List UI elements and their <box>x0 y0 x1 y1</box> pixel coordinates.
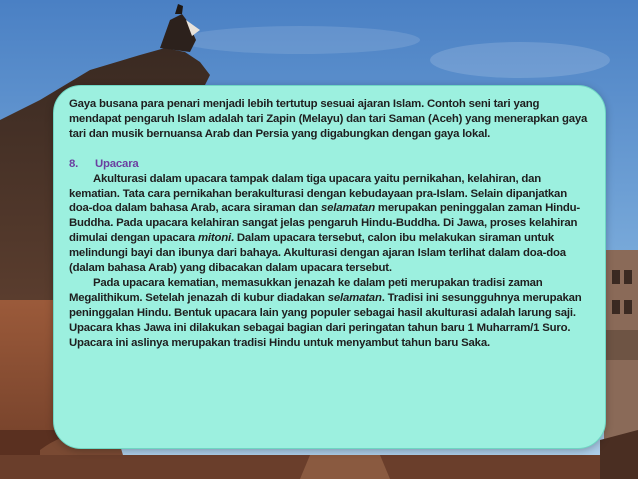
section-number: 8. <box>69 157 79 170</box>
paragraph-ceremony <box>69 172 591 276</box>
spacer <box>69 142 591 157</box>
term-selamatan: selamatan <box>321 202 375 215</box>
paragraph-death-ceremony <box>69 276 591 351</box>
term-selamatan-2: selamatan <box>327 291 382 304</box>
content-panel <box>53 85 606 449</box>
paragraph-dance: Gaya busana para penari menjadi lebih tertutup sesuai ajaran Islam. Contoh seni tari yang mendapat pengaruh Islam adalah tari Zapin (Melayu) dan tari Saman (Aceh) yang menerapkan gaya tari dan musik bernuansa Arab dan Persia yang digabungkan dengan gaya lokal. <box>69 98 588 140</box>
paragraph-ceremony-part2: merupakan peninggalan zaman Hindu-Buddha. Pada upacara kelahiran sangat jelas pengaruh Hindu-Buddha. Di Jawa, proses kelahiran dimulai dengan upacara <box>69 202 580 245</box>
term-mitoni: mitoni <box>197 232 231 245</box>
paragraph-ceremony-part1: Akulturasi dalam upacara tampak dalam tiga upacara yaitu pernikahan, kelahiran, dan kematian. Tata cara pernikahan berakulturasi dengan kebudayaan pra-Islam. Selain dipanjatkan doa-doa dalam bahasa Arab, acara siraman dan <box>69 172 567 215</box>
paragraph-ceremony-part3: . Dalam upacara tersebut, calon ibu melakukan siraman untuk melindungi bayi dan ibunya dari bahaya. Akulturasi dengan ajaran Islam terlihat dalam doa-doa (dalam bahasa Arab) yang dibacakan dalam upacara tersebut. <box>69 232 566 275</box>
section-heading <box>69 157 591 172</box>
section-title: Upacara <box>95 157 139 170</box>
paragraph-death-part2: . Tradisi ini sesungguhnya merupakan peninggalan Hindu. Bentuk upacara lain yang populer sebagai hasil akulturasi adalah larung saji. Upacara khas Jawa ini dilakukan sebagai bagian dari peringatan tahun baru 1 Muharram/1 Suro. Upacara ini aslinya merupakan tradisi Hindu untuk menyambut tahun baru Saka. <box>69 291 582 349</box>
paragraph-death-part1: Pada upacara kematian, memasukkan jenazah ke dalam peti merupakan tradisi zaman Megalithikum. Setelah jenazah di kubur diadakan <box>69 276 543 304</box>
content-text <box>69 97 591 351</box>
